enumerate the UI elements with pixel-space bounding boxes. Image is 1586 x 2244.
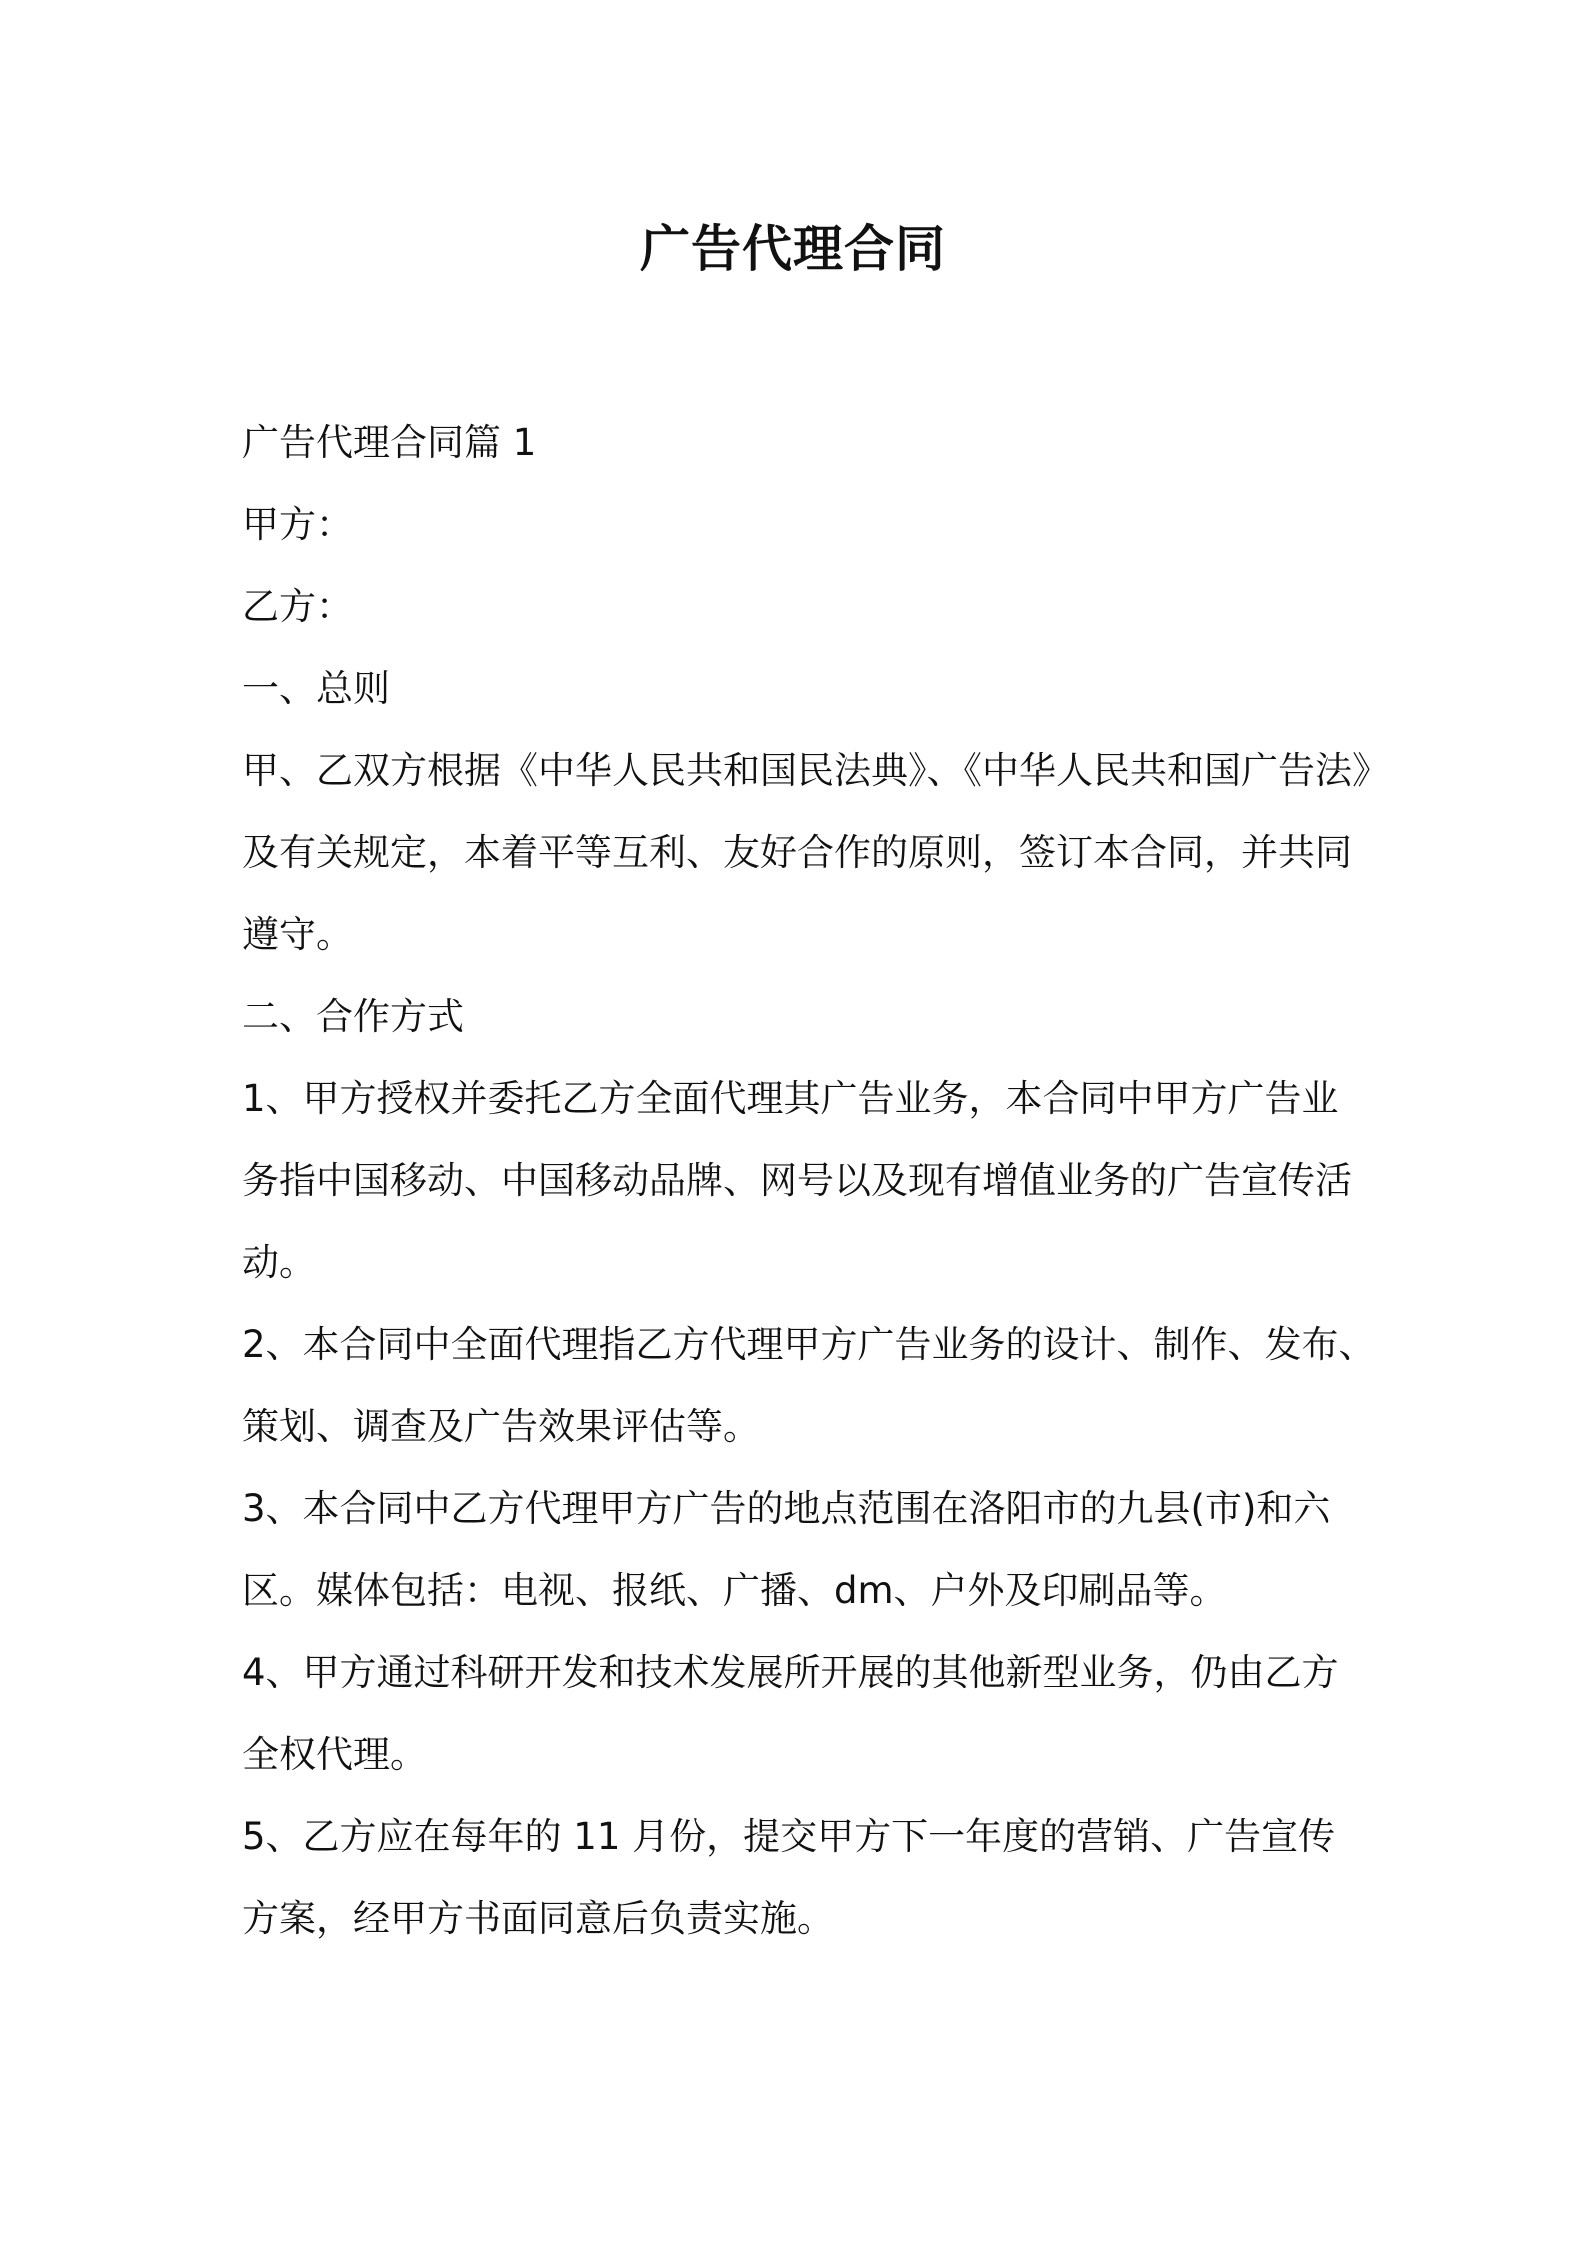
cooperation-heading: 二、合作方式 [242,995,464,1038]
paragraph-line: 区。媒体包括：电视、报纸、广播、dm、户外及印刷品等。 [242,1569,1227,1612]
paragraph-line: 务指中国移动、中国移动品牌、网号以及现有增值业务的广告宣传活 [242,1159,1352,1202]
paragraph-line: 甲、乙双方根据《中华人民共和国民法典》、《中华人民共和国广告法》 [242,749,1389,792]
document-body [242,402,1389,1960]
clause-1 [242,1058,1376,1304]
general-paragraph [242,730,1389,976]
section-heading: 广告代理合同篇 1 [242,421,537,464]
clause-5 [242,1796,1376,1960]
clause-2 [242,1304,1376,1468]
paragraph-line: 4、甲方通过科研开发和技术发展所开展的其他新型业务，仍由乙方 [242,1651,1339,1694]
document-title: 广告代理合同 [640,220,946,278]
paragraph-line: 动。 [242,1241,316,1284]
paragraph-line: 1、甲方授权并委托乙方全面代理其广告业务，本合同中甲方广告业 [242,1077,1339,1120]
paragraph-line: 遵守。 [242,913,353,956]
party-b-label: 乙方： [242,585,353,628]
clause-3 [242,1468,1376,1632]
general-heading: 一、总则 [242,667,390,710]
clause-4 [242,1632,1376,1796]
paragraph-line: 3、本合同中乙方代理甲方广告的地点范围在洛阳市的九县(市)和六 [242,1487,1331,1530]
party-a-label: 甲方： [242,503,353,546]
paragraph-line: 及有关规定，本着平等互利、友好合作的原则，签订本合同，并共同 [242,831,1352,874]
paragraph-line: 5、乙方应在每年的 11 月份，提交甲方下一年度的营销、广告宣传 [242,1815,1336,1858]
paragraph-line: 方案，经甲方书面同意后负责实施。 [242,1897,834,1940]
paragraph-line: 策划、调查及广告效果评估等。 [242,1405,760,1448]
paragraph-line: 全权代理。 [242,1733,427,1776]
paragraph-line: 2、本合同中全面代理指乙方代理甲方广告业务的设计、制作、发布、 [242,1323,1376,1366]
